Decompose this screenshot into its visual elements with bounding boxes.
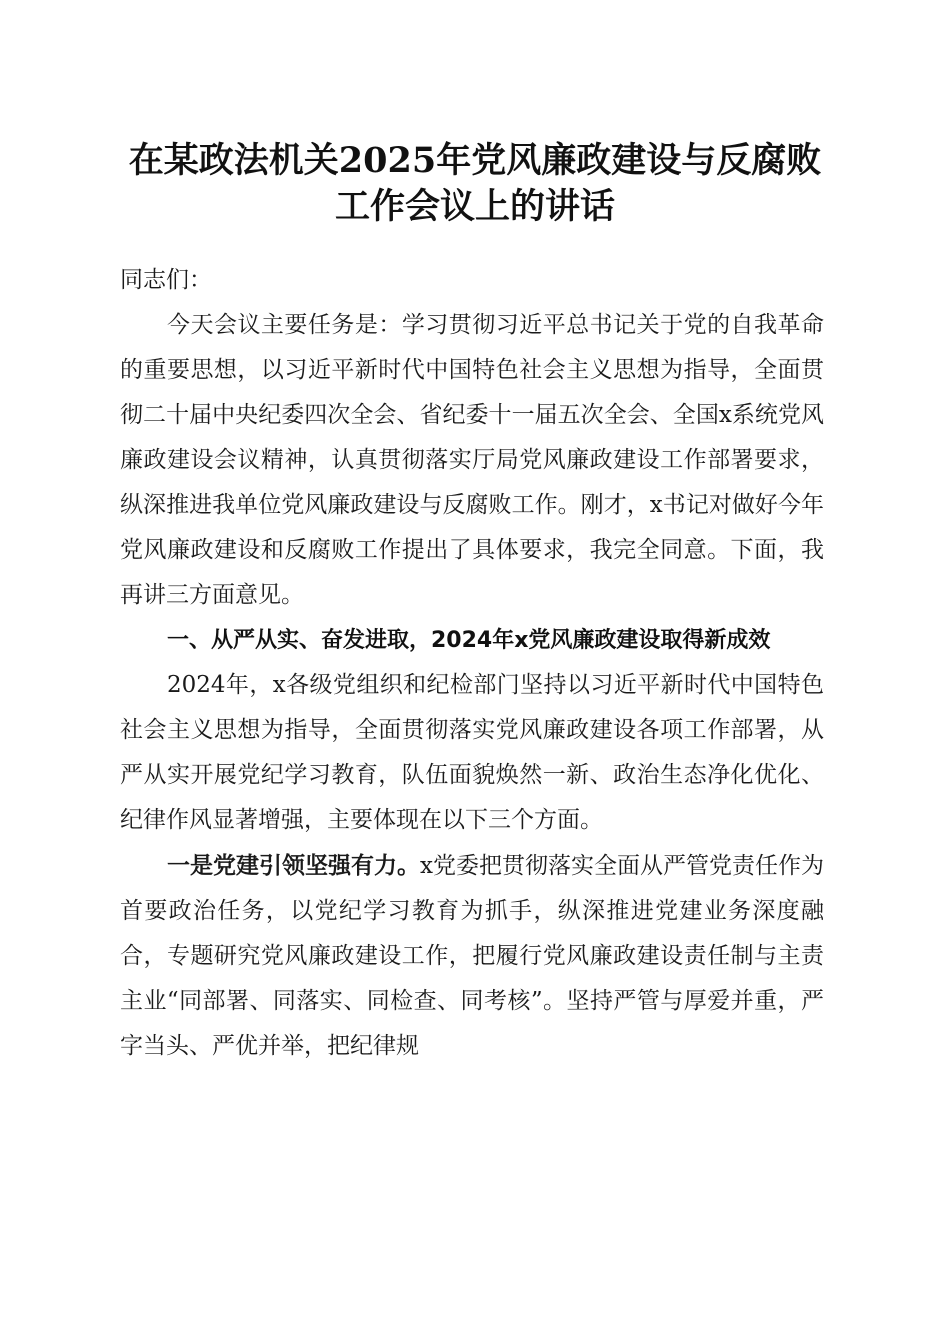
paragraph-body: x党委把贯彻落实全面从严管党责任作为首要政治任务，以党纪学习教育为抓手，纵深推进党建业务深度融合，专题研究党风廉政建设工作，把履行党风廉政建设责任制与主责主业“同部署、同落实、同检查、同考核”。坚持严管与厚爱并重，严字当头、严优并举，把纪律规 (120, 853, 824, 1059)
title-line-1: 在某政法机关2025年党风廉政建设与反腐败 (128, 140, 822, 181)
paragraph-achievements: 2024年，x各级党组织和纪检部门坚持以习近平新时代中国特色社会主义思想为指导，全面贯彻落实党风廉政建设各项工作部署，从严从实开展党纪学习教育，队伍面貌焕然一新、政治生态净化优化、纪律作风显著增强，主要体现在以下三个方面。 (120, 672, 824, 833)
document-body (120, 258, 824, 1069)
title-line-2: 工作会议上的讲话 (334, 186, 615, 227)
document-title (0, 138, 950, 230)
salutation: 同志们： (120, 267, 212, 293)
paragraph-party-leadership (120, 843, 824, 1069)
section-heading-1: 一、从严从实、奋发进取，2024年x党风廉政建设取得新成效 (167, 628, 771, 653)
paragraph-intro: 今天会议主要任务是：学习贯彻习近平总书记关于党的自我革命的重要思想，以习近平新时代中国特色社会主义思想为指导，全面贯彻二十届中央纪委四次全会、省纪委十一届五次全会、全国x系统党风廉政建设会议精神，认真贯彻落实厅局党风廉政建设工作部署要求，纵深推进我单位党风廉政建设与反腐败工作。刚才，x书记对做好今年党风廉政建设和反腐败工作提出了具体要求，我完全同意。下面，我再讲三方面意见。 (120, 312, 824, 608)
paragraph-lead: 一是党建引领坚强有力。 (167, 852, 421, 879)
